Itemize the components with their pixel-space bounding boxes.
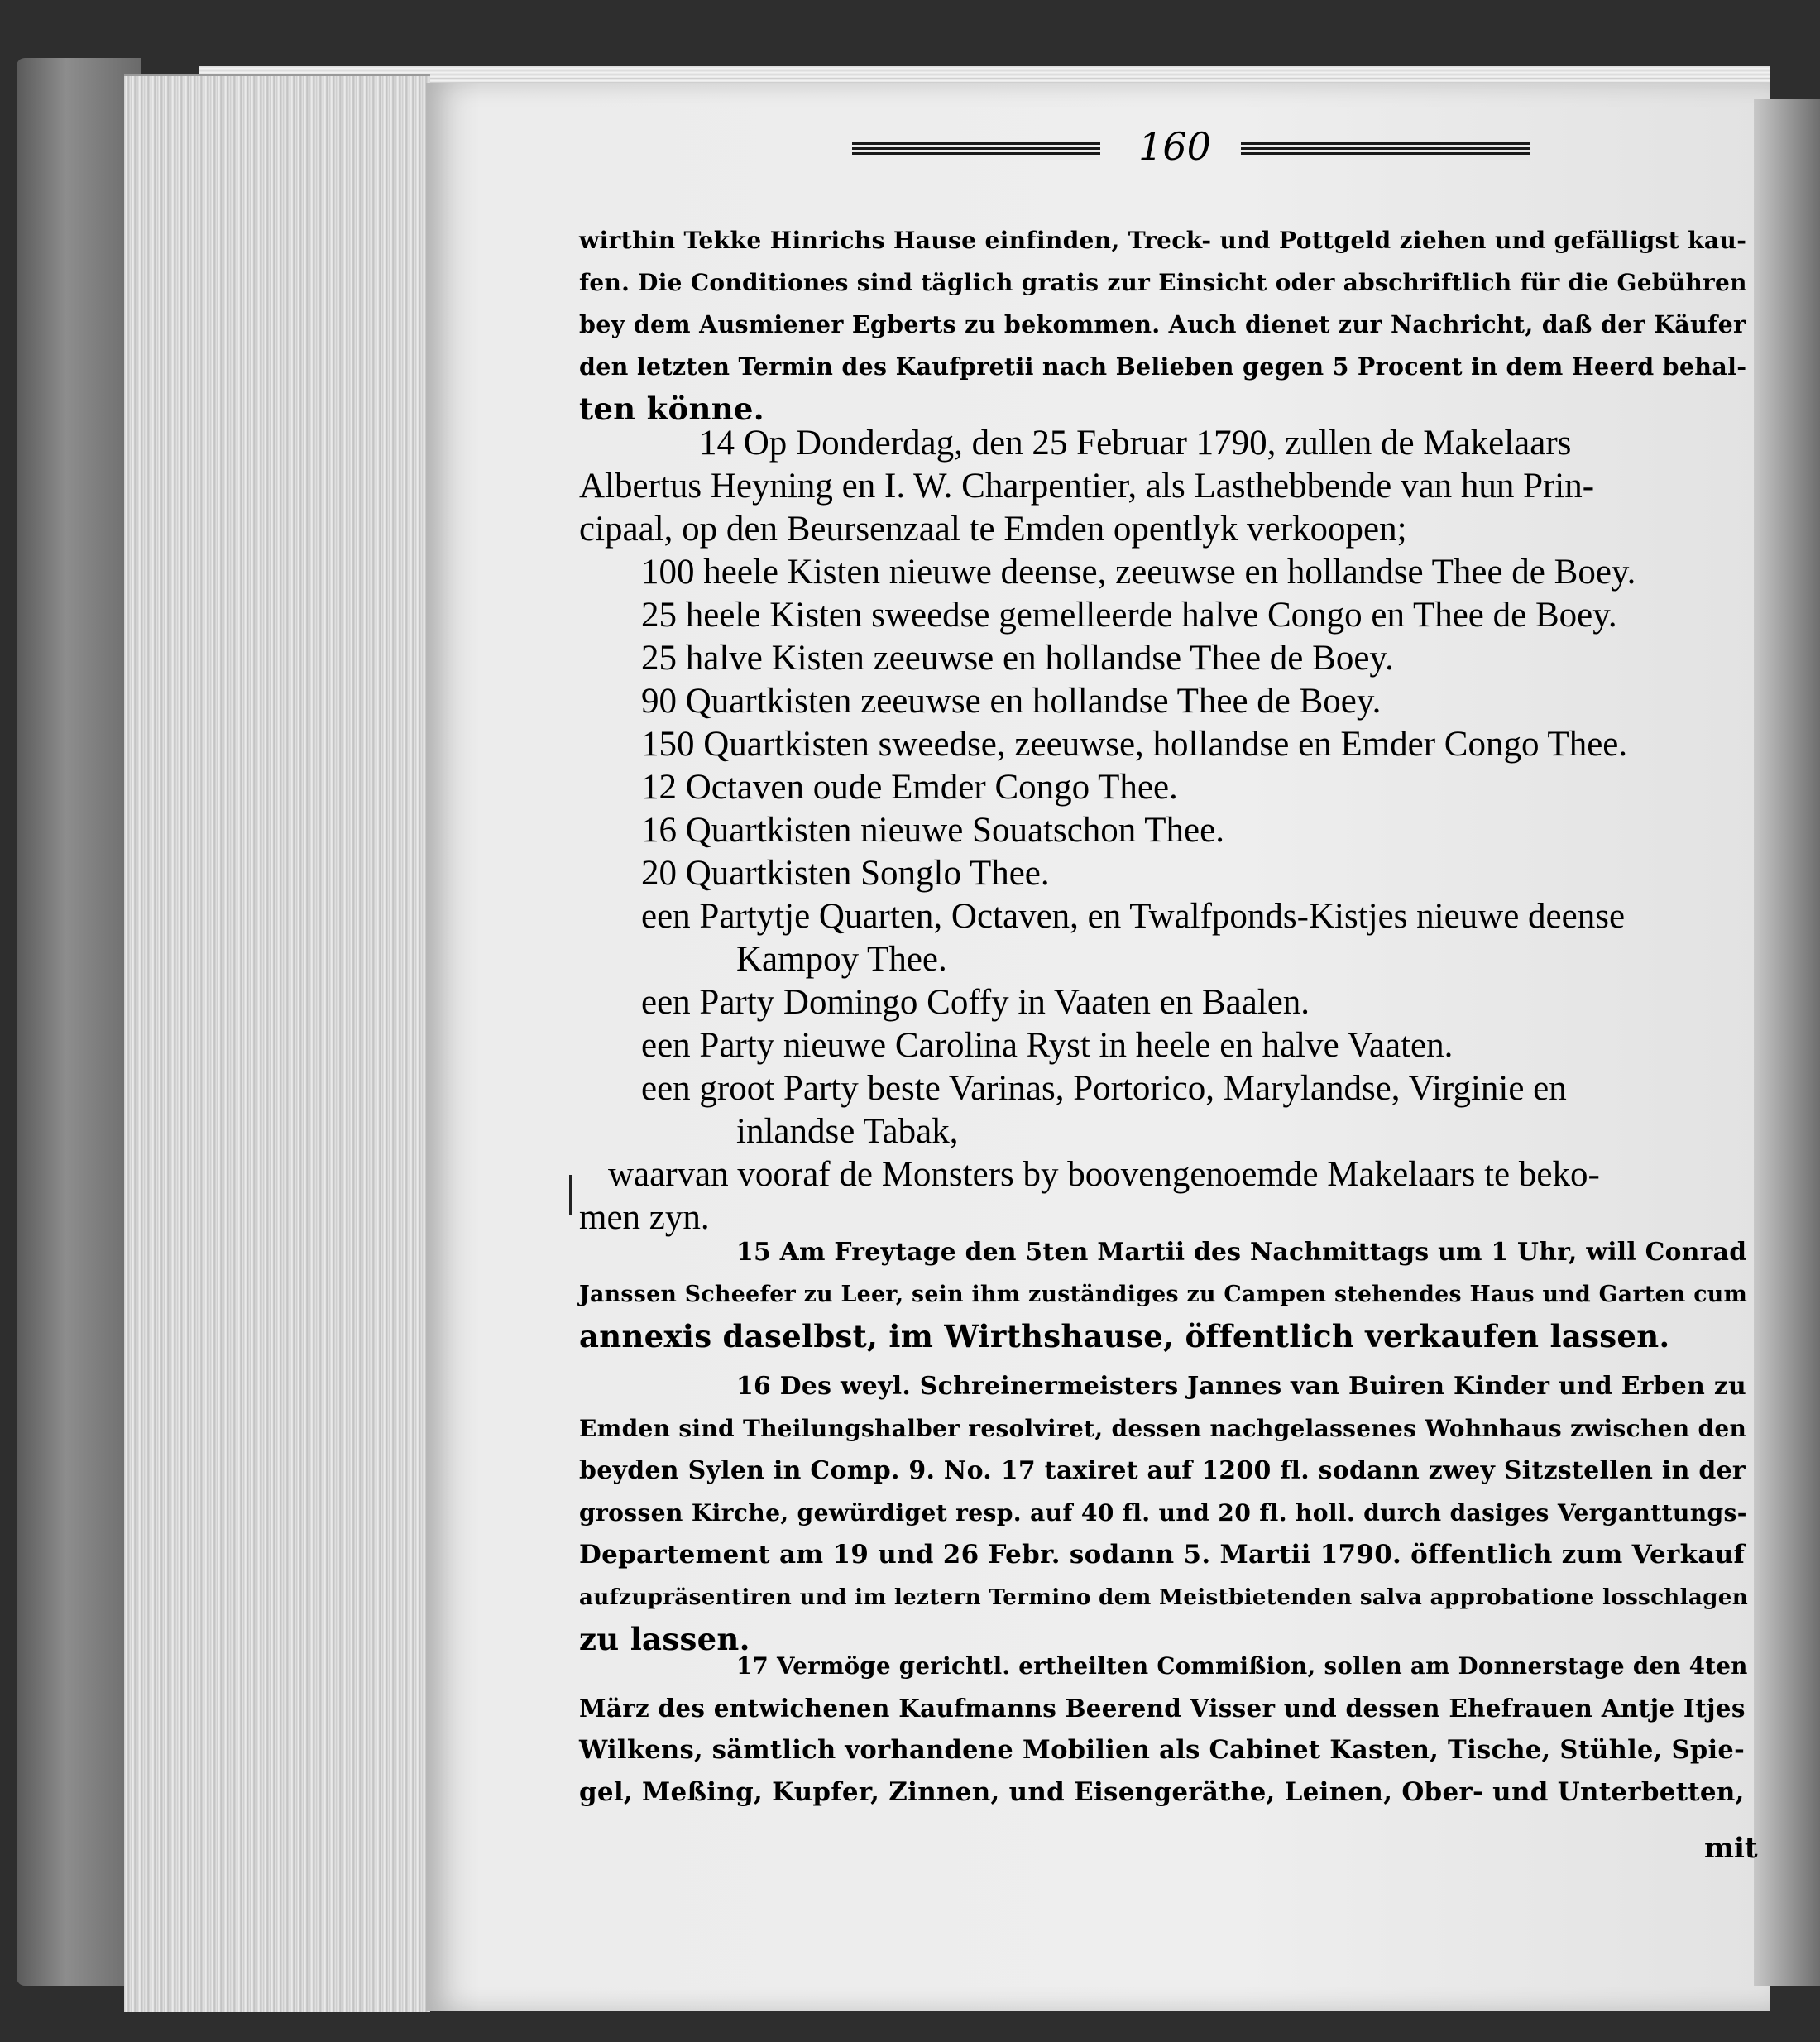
list-item: 12 Octaven oude Emder Congo Thee.: [641, 768, 1178, 807]
header-rule-left: [852, 142, 1100, 157]
text-line: beyden Sylen in Comp. 9. No. 17 taxiret auf 1200 fl. sodann zwey Sitzstellen in der: [579, 1456, 1746, 1485]
list-item: 100 heele Kisten nieuwe deense, zeeuwse en hollandse Thee de Boey.: [641, 553, 1636, 592]
entry-13: [579, 219, 1754, 430]
list-item: een Party nieuwe Carolina Ryst in heele en halve Vaaten.: [641, 1026, 1454, 1065]
catchword: mit: [1704, 1832, 1758, 1865]
text-line: 16 Des weyl. Schreinermeisters Jannes van Buiren Kinder und Erben zu: [736, 1372, 1747, 1401]
text-line: zu lassen.: [579, 1621, 750, 1657]
list-item: 150 Quartkisten sweedse, zeeuwse, hollandse en Emder Congo Thee.: [641, 725, 1628, 764]
text-line: gel, Meßing, Kupfer, Zinnen, und Eisengeräthe, Leinen, Ober- und Unterbetten,: [579, 1777, 1745, 1807]
text-line: men zyn.: [579, 1198, 710, 1237]
entry-15: [579, 1231, 1754, 1358]
running-head: [852, 124, 1530, 174]
entry-16: [579, 1365, 1754, 1661]
text-line: fen. Die Conditiones sind täglich gratis zur Einsicht oder abschriftlich für die Gebühren: [579, 269, 1747, 296]
header-rule-right: [1241, 142, 1530, 157]
entry-17: [579, 1645, 1754, 1814]
text-line: aufzupräsentiren und im leztern Termino dem Meistbietenden salva approbatione losschlagen: [579, 1584, 1749, 1610]
list-item: 25 heele Kisten sweedse gemelleerde halve Congo en Thee de Boey.: [641, 596, 1617, 635]
text-line: Departement am 19 und 26 Febr. sodann 5. Martii 1790. öffentlich zum Verkauf: [579, 1540, 1746, 1570]
text-line: grossen Kirche, gewürdiget resp. auf 40 fl. und 20 fl. holl. durch dasiges Verganttungs-: [579, 1499, 1747, 1527]
list-item-continuation: Kampoy Thee.: [736, 940, 947, 979]
text-line: ten könne.: [579, 391, 764, 427]
text-line: Emden sind Theilungshalber resolviret, dessen nachgelassenes Wohnhaus zwischen den: [579, 1415, 1747, 1442]
text-line: waarvan vooraf de Monsters by boovengenoemde Makelaars te beko-: [608, 1155, 1600, 1194]
text-line: bey dem Ausmiener Egberts zu bekommen. Auch dienet zur Nachricht, daß der Käufer: [579, 310, 1746, 338]
list-item: 16 Quartkisten nieuwe Souatschon Thee.: [641, 811, 1224, 850]
book-cover-edge: [17, 58, 141, 1986]
text-line: 15 Am Freytage den 5ten Martii des Nachmittags um 1 Uhr, will Conrad: [736, 1238, 1747, 1267]
page-edges-stack: [124, 74, 430, 2012]
entry-14-heading: 14 Op Donderdag, den 25 Februar 1790, zullen de Makelaars: [699, 424, 1572, 463]
text-line: März des entwichenen Kaufmanns Beerend Visser und dessen Ehefrauen Antje Itjes: [579, 1694, 1746, 1723]
list-item: 20 Quartkisten Songlo Thee.: [641, 854, 1050, 893]
text-line: Janssen Scheefer zu Leer, sein ihm zuständiges zu Campen stehendes Haus und Garten cum: [579, 1282, 1748, 1307]
page-number: 160: [1138, 124, 1211, 169]
list-item: een Party Domingo Coffy in Vaaten en Baalen.: [641, 983, 1310, 1022]
list-item: een groot Party beste Varinas, Portorico, Marylandse, Virginie en: [641, 1069, 1567, 1108]
text-line: annexis daselbst, im Wirthshause, öffentlich verkaufen lassen.: [579, 1318, 1670, 1354]
right-gutter: [1754, 99, 1820, 1986]
entry-14: [579, 422, 1754, 1239]
text-line: wirthin Tekke Hinrichs Hause einfinden, Treck- und Pottgeld ziehen und gefälligst kau-: [579, 227, 1747, 254]
text-line: Wilkens, sämtlich vorhandene Mobilien als Cabinet Kasten, Tische, Stühle, Spie-: [579, 1735, 1746, 1765]
text-line: 17 Vermöge gerichtl. ertheilten Commißion, sollen am Donnerstage den 4ten: [736, 1652, 1748, 1680]
text-line: cipaal, op den Beursenzaal te Emden opentlyk verkoopen;: [579, 510, 1407, 549]
list-item-continuation: inlandse Tabak,: [736, 1112, 959, 1151]
list-item: 90 Quartkisten zeeuwse en hollandse Thee de Boey.: [641, 682, 1382, 721]
margin-pencil-mark: [569, 1175, 572, 1215]
text-line: Albertus Heyning en I. W. Charpentier, als Lasthebbende van hun Prin-: [579, 467, 1595, 506]
list-item: een Partytje Quarten, Octaven, en Twalfponds-Kistjes nieuwe deense: [641, 897, 1626, 936]
text-line: den letzten Termin des Kaufpretii nach Belieben gegen 5 Procent in dem Heerd behal-: [579, 352, 1747, 381]
list-item: 25 halve Kisten zeeuwse en hollandse Thee de Boey.: [641, 639, 1394, 678]
